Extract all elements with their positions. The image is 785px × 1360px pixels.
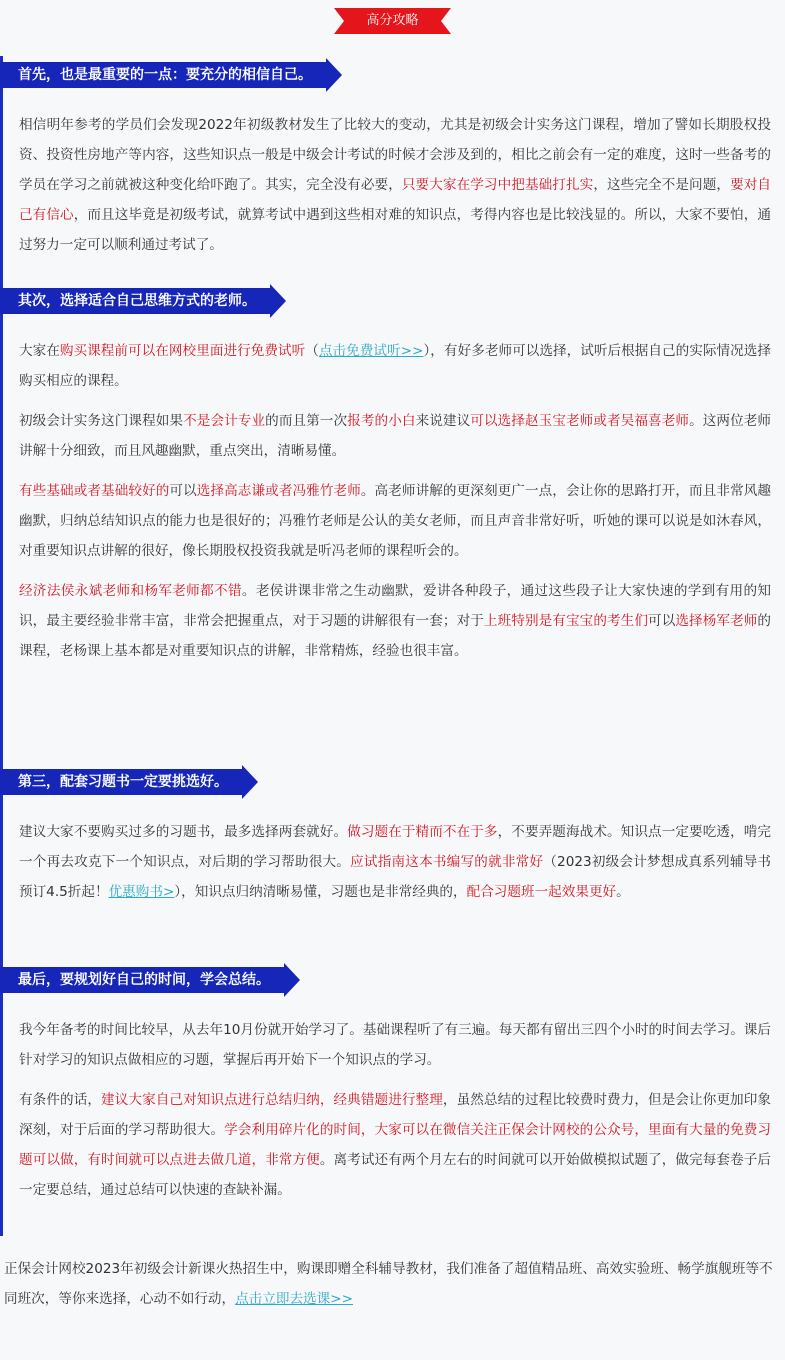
paragraph [3,1085,785,1205]
paragraph [3,817,785,907]
text: （ [305,343,319,359]
text: 初级会计实务这门课程如果 [19,413,184,429]
heading-label: 其次，选择适合自己思维方式的老师。 [0,288,270,314]
text: 。 [616,884,630,900]
text: 相信明年参考的学员们会发现2022年初级教材发生了比较大的变动，尤其是初级会计实务这门课程，增加了譬如长期股权投资、投资性房地产等内容，这些知识点一般是中级会计考试的时候才会涉及到的，相比之前会有一定的难度，这时一些备考的学员在学习之前就被这种变化给吓跑了。其实，完全没有必要， [19,117,771,193]
highlight-text: 学会利用碎片化的时间，大家可以在微信关注正保会计网校的公众号，里面有大量的免费习题可以做，有时间就可以点进去做几道，非常方便 [19,1122,772,1168]
text: 来说建议 [415,413,471,429]
badge-wrap [0,8,785,34]
highlight-text: 应试指南这本书编写的就非常好 [350,854,544,870]
text: ），知识点归纳清晰易懂，习题也是非常经典的， [174,884,467,900]
footer-promo [0,1254,785,1314]
buy-book-link[interactable]: 优惠购书> [108,884,175,900]
section-badge: 高分攻略 [344,8,440,34]
text: 大家在 [19,343,60,359]
text: ，这些完全不是问题， [593,177,731,193]
highlight-text: 选择高志谦或者冯雅竹老师 [196,483,361,499]
highlight-text: 经济法侯永斌老师和杨军老师都不错 [19,583,242,599]
section-1 [3,58,785,260]
highlight-text: 可以选择赵玉宝老师或者吴福喜老师 [470,413,690,429]
article-body [0,56,785,1236]
section-heading-3 [0,765,785,799]
highlight-text: 报考的小白 [347,413,416,429]
paragraph [3,576,785,666]
text: 。这两位老师讲解十分细致，而且风趣幽默，重点突出，清晰易懂。 [19,413,772,459]
text: 的课程，老杨课上基本都是对重要知识点的讲解，非常精炼，经验也很丰富。 [19,613,772,659]
heading-label: 第三，配套习题书一定要挑选好。 [0,769,242,795]
arrow-shape [242,765,258,799]
highlight-text: 只要大家在学习中把基础打扎实 [401,177,594,193]
text: ，虽然总结的过程比较费时费力，但是会让你更加印象深刻，对于后面的学习帮助很大。 [19,1092,772,1138]
text: 的而且第一次 [265,413,348,429]
highlight-text: 上班特别是有宝宝的考生们 [483,613,649,629]
section-3 [3,765,785,907]
text: 可以 [648,613,676,629]
paragraph [3,336,785,396]
arrow-shape [270,284,286,318]
text: 。离考试还有两个月左右的时间就可以开始做模拟试题了，做完每套卷子后一定要总结，通过总结可以快速的查缺补漏。 [19,1152,772,1198]
text: 。高老师讲解的更深刻更广一点，会让你的思路打开，而且非常风趣幽默，归纳总结知识点的能力也是很好的；冯雅竹老师是公认的美女老师，而且声音非常好听，听她的课可以说是如沐春风，对重要知识点讲解的很好，像长期股权投资我就是听冯老师的课程听会的。 [19,483,772,559]
text: ），有好多老师可以选择，试听后根据自己的实际情况选择购买相应的课程。 [19,343,772,389]
highlight-text: 购买课程前可以在网校里面进行免费试听 [59,343,306,359]
section-heading-2 [0,284,785,318]
text: ，而且这毕竟是初级考试，就算考试中遇到这些相对难的知识点，考得内容也是比较浅显的。所以，大家不要怕，通过努力一定可以顺利通过考试了。 [19,207,772,253]
highlight-text: 有些基础或者基础较好的 [19,483,170,499]
text: 有条件的话， [19,1092,102,1108]
highlight-text: 选择杨军老师 [675,613,758,629]
section-2 [3,284,785,666]
section-4 [3,963,785,1205]
section-heading-4 [0,963,785,997]
text: 建议大家不要购买过多的习题书，最多选择两套就好。 [19,824,348,840]
text: ，不要弄题海战术。知识点一定要吃透，啃完一个再去攻克下一个知识点，对后期的学习帮助很大。 [19,824,772,870]
arrow-shape [284,963,300,997]
highlight-text: 建议大家自己对知识点进行总结归纳，经典错题进行整理 [101,1092,443,1108]
paragraph: 我今年备考的时间比较早，从去年10月份就开始学习了。基础课程听了有三遍。每天都有留出三四个小时的时间去学习。课后针对学习的知识点做相应的习题，掌握后再开始下一个知识点的学习。 [19,1022,771,1068]
free-trial-link[interactable]: 点击免费试听>> [318,343,424,359]
heading-label: 最后，要规划好自己的时间，学会总结。 [0,967,284,993]
heading-label: 首先，也是最重要的一点：要充分的相信自己。 [0,62,326,88]
text: （2023初级会计梦想成真系列辅导书预订4.5折起！ [19,854,772,900]
course-select-link[interactable]: 点击立即去选课>> [235,1291,354,1307]
text: 可以 [169,483,197,499]
text: 。老侯讲课非常之生动幽默，爱讲各种段子，通过这些段子让大家快速的学到有用的知识，最主要经验非常丰富，非常会把握重点，对于习题的讲解很有一套；对于 [19,583,772,629]
highlight-text: 要对自己有信心 [19,177,772,223]
paragraph [3,110,785,260]
arrow-shape [326,58,342,92]
footer-text: 正保会计网校2023年初级会计新课火热招生中，购课即赠全科辅导教材，我们准备了超值精品班、高效实验班、畅学旗舰班等不同班次，等你来选择，心动不如行动， [4,1261,773,1307]
highlight-text: 做习题在于精而不在于多 [347,824,498,840]
highlight-text: 不是会计专业 [183,413,266,429]
highlight-text: 配合习题班一起效果更好 [466,884,617,900]
section-heading-1 [0,58,785,92]
paragraph [3,406,785,466]
paragraph [3,476,785,566]
